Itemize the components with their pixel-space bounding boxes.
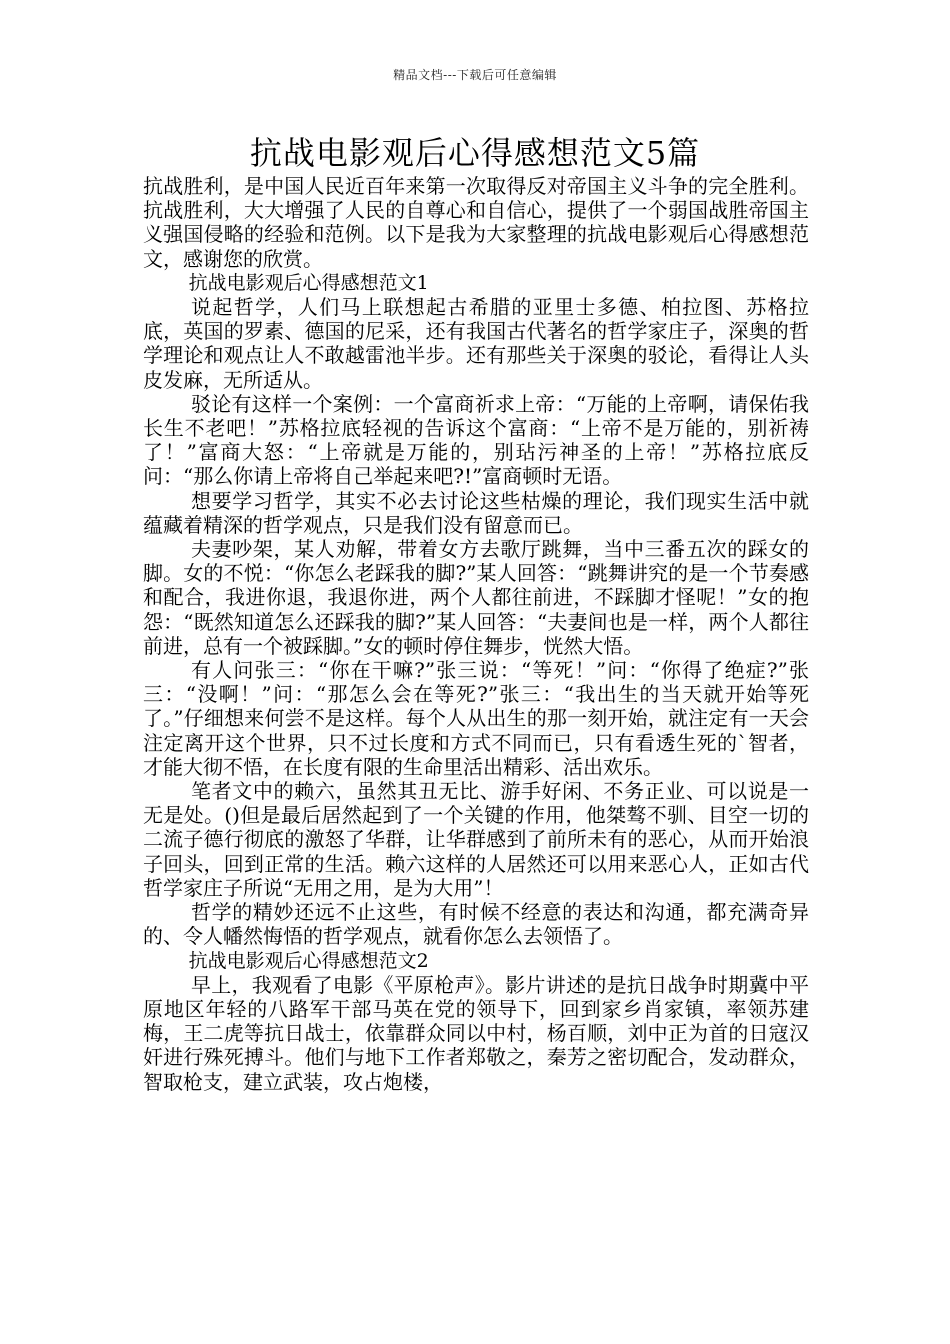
paragraph: 早上，我观看了电影《平原枪声》。影片讲述的是抗日战争时期冀中平原地区年轻的八路军干部马英在党的领导下，回到家乡肖家镇，率领苏建梅，王二虎等抗日战士，依靠群众同以中村，杨百顺，刘中正为首的日寇汉奸进行殊死搏斗。他们与地下工作者郑敬之，秦芳之密切配合，发动群众，智取枪支，建立武装，攻占炮楼， [143,972,809,1094]
document-title: 抗战电影观后心得感想范文5篇 [249,134,701,172]
paragraph: 哲学的精妙还远不止这些，有时候不经意的表达和沟通，都充满奇异的、令人幡然悔悟的哲学观点，就看你怎么去领悟了。 [143,900,809,949]
section-heading-2: 抗战电影观后心得感想范文2 [188,949,429,972]
paragraph: 笔者文中的赖六，虽然其丑无比、游手好闲、不务正业、可以说是一无是处。()但是最后居然起到了一个关键的作用，他桀骜不驯、目空一切的二流子德行彻底的激怒了华群，让华群感到了前所未有的恶心，从而开始浪子回头，回到正常的生活。赖六这样的人居然还可以用来恶心人，正如古代哲学家庄子所说“无用之用，是为大用”！ [143,779,809,900]
paragraph: 夫妻吵架，某人劝解，带着女方去歌厅跳舞，当中三番五次的踩女的脚。女的不悦：“你怎么老踩我的脚?”某人回答：“跳舞讲究的是一个节奏感和配合，我进你退，我退你进，两个人都往前进，不踩脚才怪呢！”女的抱怨：“既然知道怎么还踩我的脚?”某人回答：“夫妻间也是一样，两个人都往前进，总有一个被踩脚。”女的顿时停住舞步，恍然大悟。 [143,537,809,658]
paragraph: 想要学习哲学，其实不必去讨论这些枯燥的理论，我们现实生活中就蕴藏着精深的哲学观点，只是我们没有留意而已。 [143,488,809,537]
page-header-note: 精品文档---下载后可任意编辑 [393,68,557,82]
section-heading-1: 抗战电影观后心得感想范文1 [188,271,429,294]
paragraph: 说起哲学，人们马上联想起古希腊的亚里士多德、柏拉图、苏格拉底，英国的罗素、德国的尼采，还有我国古代著名的哲学家庄子，深奥的哲学理论和观点让人不敢越雷池半步。还有那些关于深奥的驳论，看得让人头皮发麻，无所适从。 [143,295,809,392]
document-body [143,174,809,1094]
paragraph: 有人问张三：“你在干嘛?”张三说：“等死！”问：“你得了绝症?”张三：“没啊！”问：“那怎么会在等死?”张三：“我出生的当天就开始等死了。”仔细想来何尝不是这样。每个人从出生的那一刻开始，就注定有一天会注定离开这个世界，只不过长度和方式不同而已，只有看透生死的`智者，才能大彻不悟，在长度有限的生命里活出精彩、活出欢乐。 [143,658,809,779]
intro-paragraph: 抗战胜利，是中国人民近百年来第一次取得反对帝国主义斗争的完全胜利。抗战胜利，大大增强了人民的自尊心和自信心，提供了一个弱国战胜帝国主义强国侵略的经验和范例。以下是我为大家整理的抗战电影观后心得感想范文，感谢您的欣赏。 [143,174,809,271]
paragraph: 驳论有这样一个案例：一个富商祈求上帝：“万能的上帝啊，请保佑我长生不老吧！”苏格拉底轻视的告诉这个富商：“上帝不是万能的，别祈祷了！”富商大怒：“上帝就是万能的，别玷污神圣的上帝！”苏格拉底反问：“那么你请上帝将自己举起来吧?!”富商顿时无语。 [143,391,809,489]
